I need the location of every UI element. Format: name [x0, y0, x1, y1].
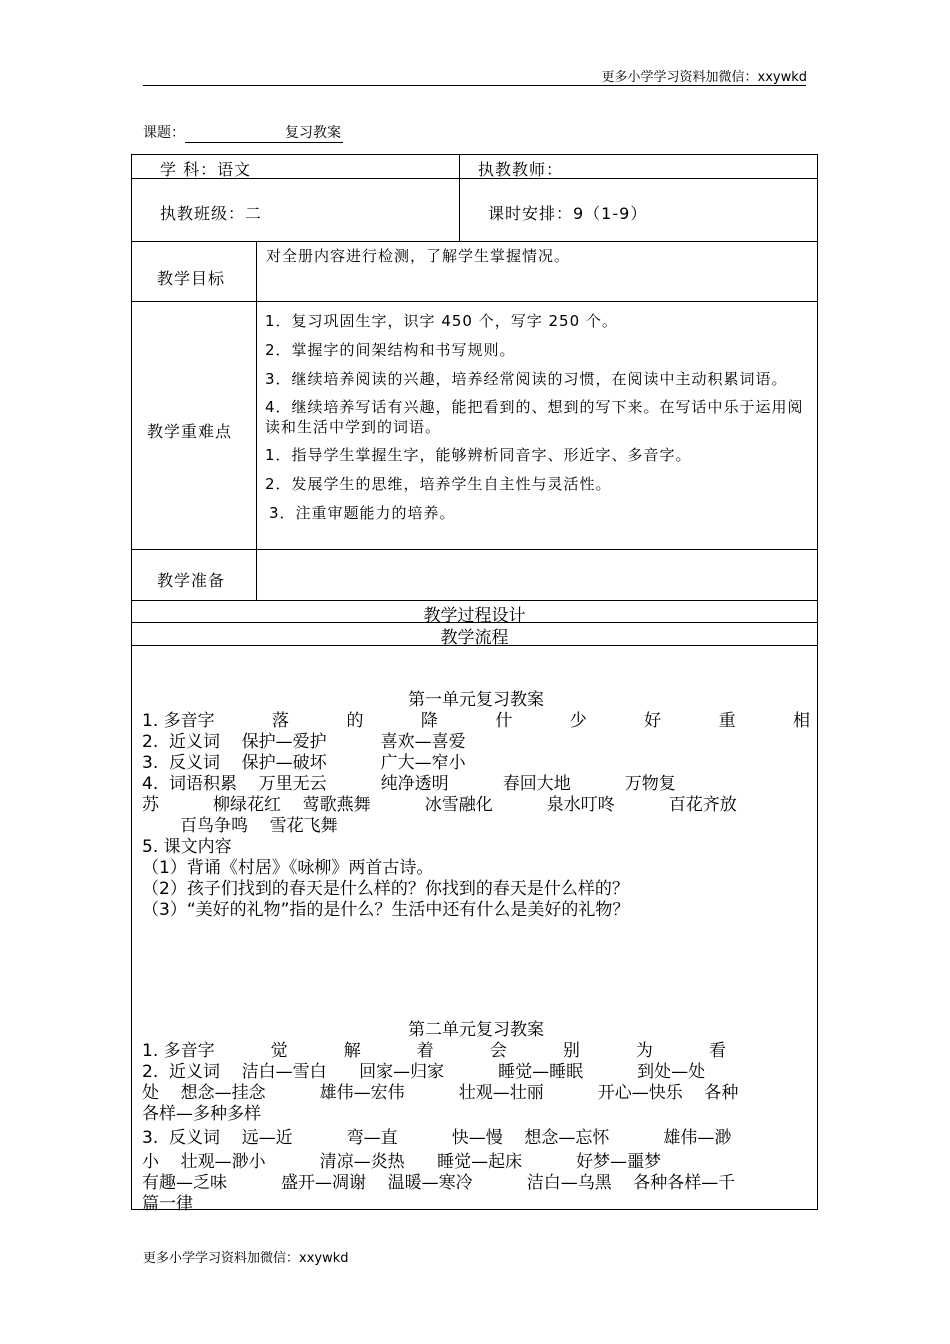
- poly-char: 会: [489, 1041, 507, 1061]
- teacher-cell: 执教教师：: [478, 160, 564, 179]
- unit1-words: 4. 词语积累 万里无云 纯净透明 春回大地 万物复: [142, 774, 676, 794]
- unit1-synonyms: 2. 近义词 保护—爱护 喜欢—喜爱: [142, 732, 466, 752]
- poly-char: 降: [420, 711, 438, 731]
- unit2-antonyms: 有趣—乏味 盛开—凋谢 温暖—寒冷 洁白—乌黑 各种各样—千: [142, 1173, 736, 1193]
- poly-char: 解: [343, 1041, 361, 1061]
- unit1-text-label: 5. 课文内容: [142, 837, 232, 857]
- unit2-antonyms: 3. 反义词 远—近 弯—直 快—慢 想念—忘怀 雄伟—渺: [142, 1128, 732, 1148]
- schedule-cell: 课时安排：9（1-9）: [488, 204, 648, 223]
- topic-underline: [185, 128, 283, 143]
- unit2-antonyms: 篇一律: [142, 1194, 193, 1214]
- poly-char: 着: [416, 1041, 434, 1061]
- row-divider: [131, 549, 818, 550]
- subject-cell: 学 科：语文: [160, 160, 252, 179]
- key-point: 1．复习巩固生字，识字 450 个，写字 250 个。: [265, 312, 618, 330]
- key-point: 2．掌握字的间架结构和书写规则。: [265, 341, 516, 359]
- header-rule: [143, 85, 806, 86]
- flow-title: 教学流程: [440, 628, 509, 648]
- unit2-section: [142, 1020, 810, 1215]
- unit1-text-item: （3）“美好的礼物”指的是什么？生活中还有什么是美好的礼物？: [142, 900, 630, 920]
- key-points: [265, 311, 810, 523]
- goal-text: 对全册内容进行检测，了解学生掌握情况。: [266, 247, 571, 265]
- poly-char: 重: [718, 711, 736, 731]
- unit1-antonyms: 3. 反义词 保护—破坏 广大—窄小: [142, 753, 466, 773]
- unit2-polyphones: [142, 1041, 810, 1062]
- unit1-title: 第一单元复习教案: [408, 690, 544, 710]
- prep-label: 教学准备: [157, 571, 226, 590]
- unit1-text-item: （1）背诵《村居》《咏柳》两首古诗。: [142, 858, 434, 878]
- key-point: 1．指导学生掌握生字，能够辨析同音字、形近字、多音字。: [265, 446, 692, 464]
- poly-char: 的: [346, 711, 364, 731]
- poly-char: 好: [644, 711, 662, 731]
- unit2-title: 第二单元复习教案: [408, 1020, 544, 1040]
- topic-label: 课题：: [143, 125, 185, 141]
- row-divider: [131, 301, 818, 302]
- key-point: 4．继续培养写话有兴趣，能把看到的、想到的写下来。在写话中乐于运用阅读和生活中学到的词语。: [265, 398, 804, 436]
- col-divider: [459, 154, 460, 242]
- poly-label: 1. 多音字: [142, 1041, 215, 1061]
- poly-char: 看: [708, 1041, 726, 1061]
- unit1-words: 苏 柳绿花红 莺歌燕舞 冰雪融化 泉水叮咚 百花齐放: [142, 795, 737, 815]
- header-note: 更多小学学习资料加微信：xxywkd: [601, 70, 807, 85]
- footer-note: 更多小学学习资料加微信：xxywkd: [143, 1251, 349, 1266]
- topic-line: [143, 122, 343, 143]
- poly-char: 相: [793, 711, 810, 731]
- unit1-section: [142, 690, 810, 921]
- poly-char: 什: [495, 711, 513, 731]
- poly-char: 落: [272, 711, 290, 731]
- poly-label: 1. 多音字: [142, 711, 215, 731]
- poly-char: 为: [635, 1041, 653, 1061]
- key-point: 2．发展学生的思维，培养学生自主性与灵活性。: [265, 475, 612, 493]
- unit1-words: 百鸟争鸣 雪花飞舞: [180, 816, 338, 836]
- poly-char: 别: [562, 1041, 580, 1061]
- key-point: 3．注重审题能力的培养。: [269, 504, 456, 522]
- poly-char: 少: [569, 711, 587, 731]
- unit2-synonyms: 各样—多种多样: [142, 1104, 261, 1124]
- unit2-antonyms: 小 壮观—渺小 清凉—炎热 睡觉—起床 好梦—噩梦: [142, 1152, 662, 1172]
- key-label: 教学重难点: [147, 422, 233, 441]
- topic-title: 复习教案: [283, 122, 343, 143]
- goal-label: 教学目标: [157, 269, 226, 288]
- row-divider: [131, 241, 818, 242]
- unit1-text-item: （2）孩子们找到的春天是什么样的？你找到的春天是什么样的？: [142, 879, 629, 899]
- key-point: 3．继续培养阅读的兴趣，培养经常阅读的习惯，在阅读中主动积累词语。: [265, 370, 788, 388]
- col-divider: [256, 241, 257, 601]
- class-cell: 执教班级：二: [160, 204, 263, 223]
- unit2-synonyms: 处 想念—挂念 雄伟—宏伟 壮观—壮丽 开心—快乐 各种: [142, 1083, 739, 1103]
- unit1-polyphones: [142, 711, 810, 732]
- poly-char: 觉: [270, 1041, 288, 1061]
- process-title: 教学过程设计: [423, 606, 526, 626]
- unit2-synonyms: 2. 近义词 洁白—雪白 回家—归家 睡觉—睡眠 到处—处: [142, 1062, 706, 1082]
